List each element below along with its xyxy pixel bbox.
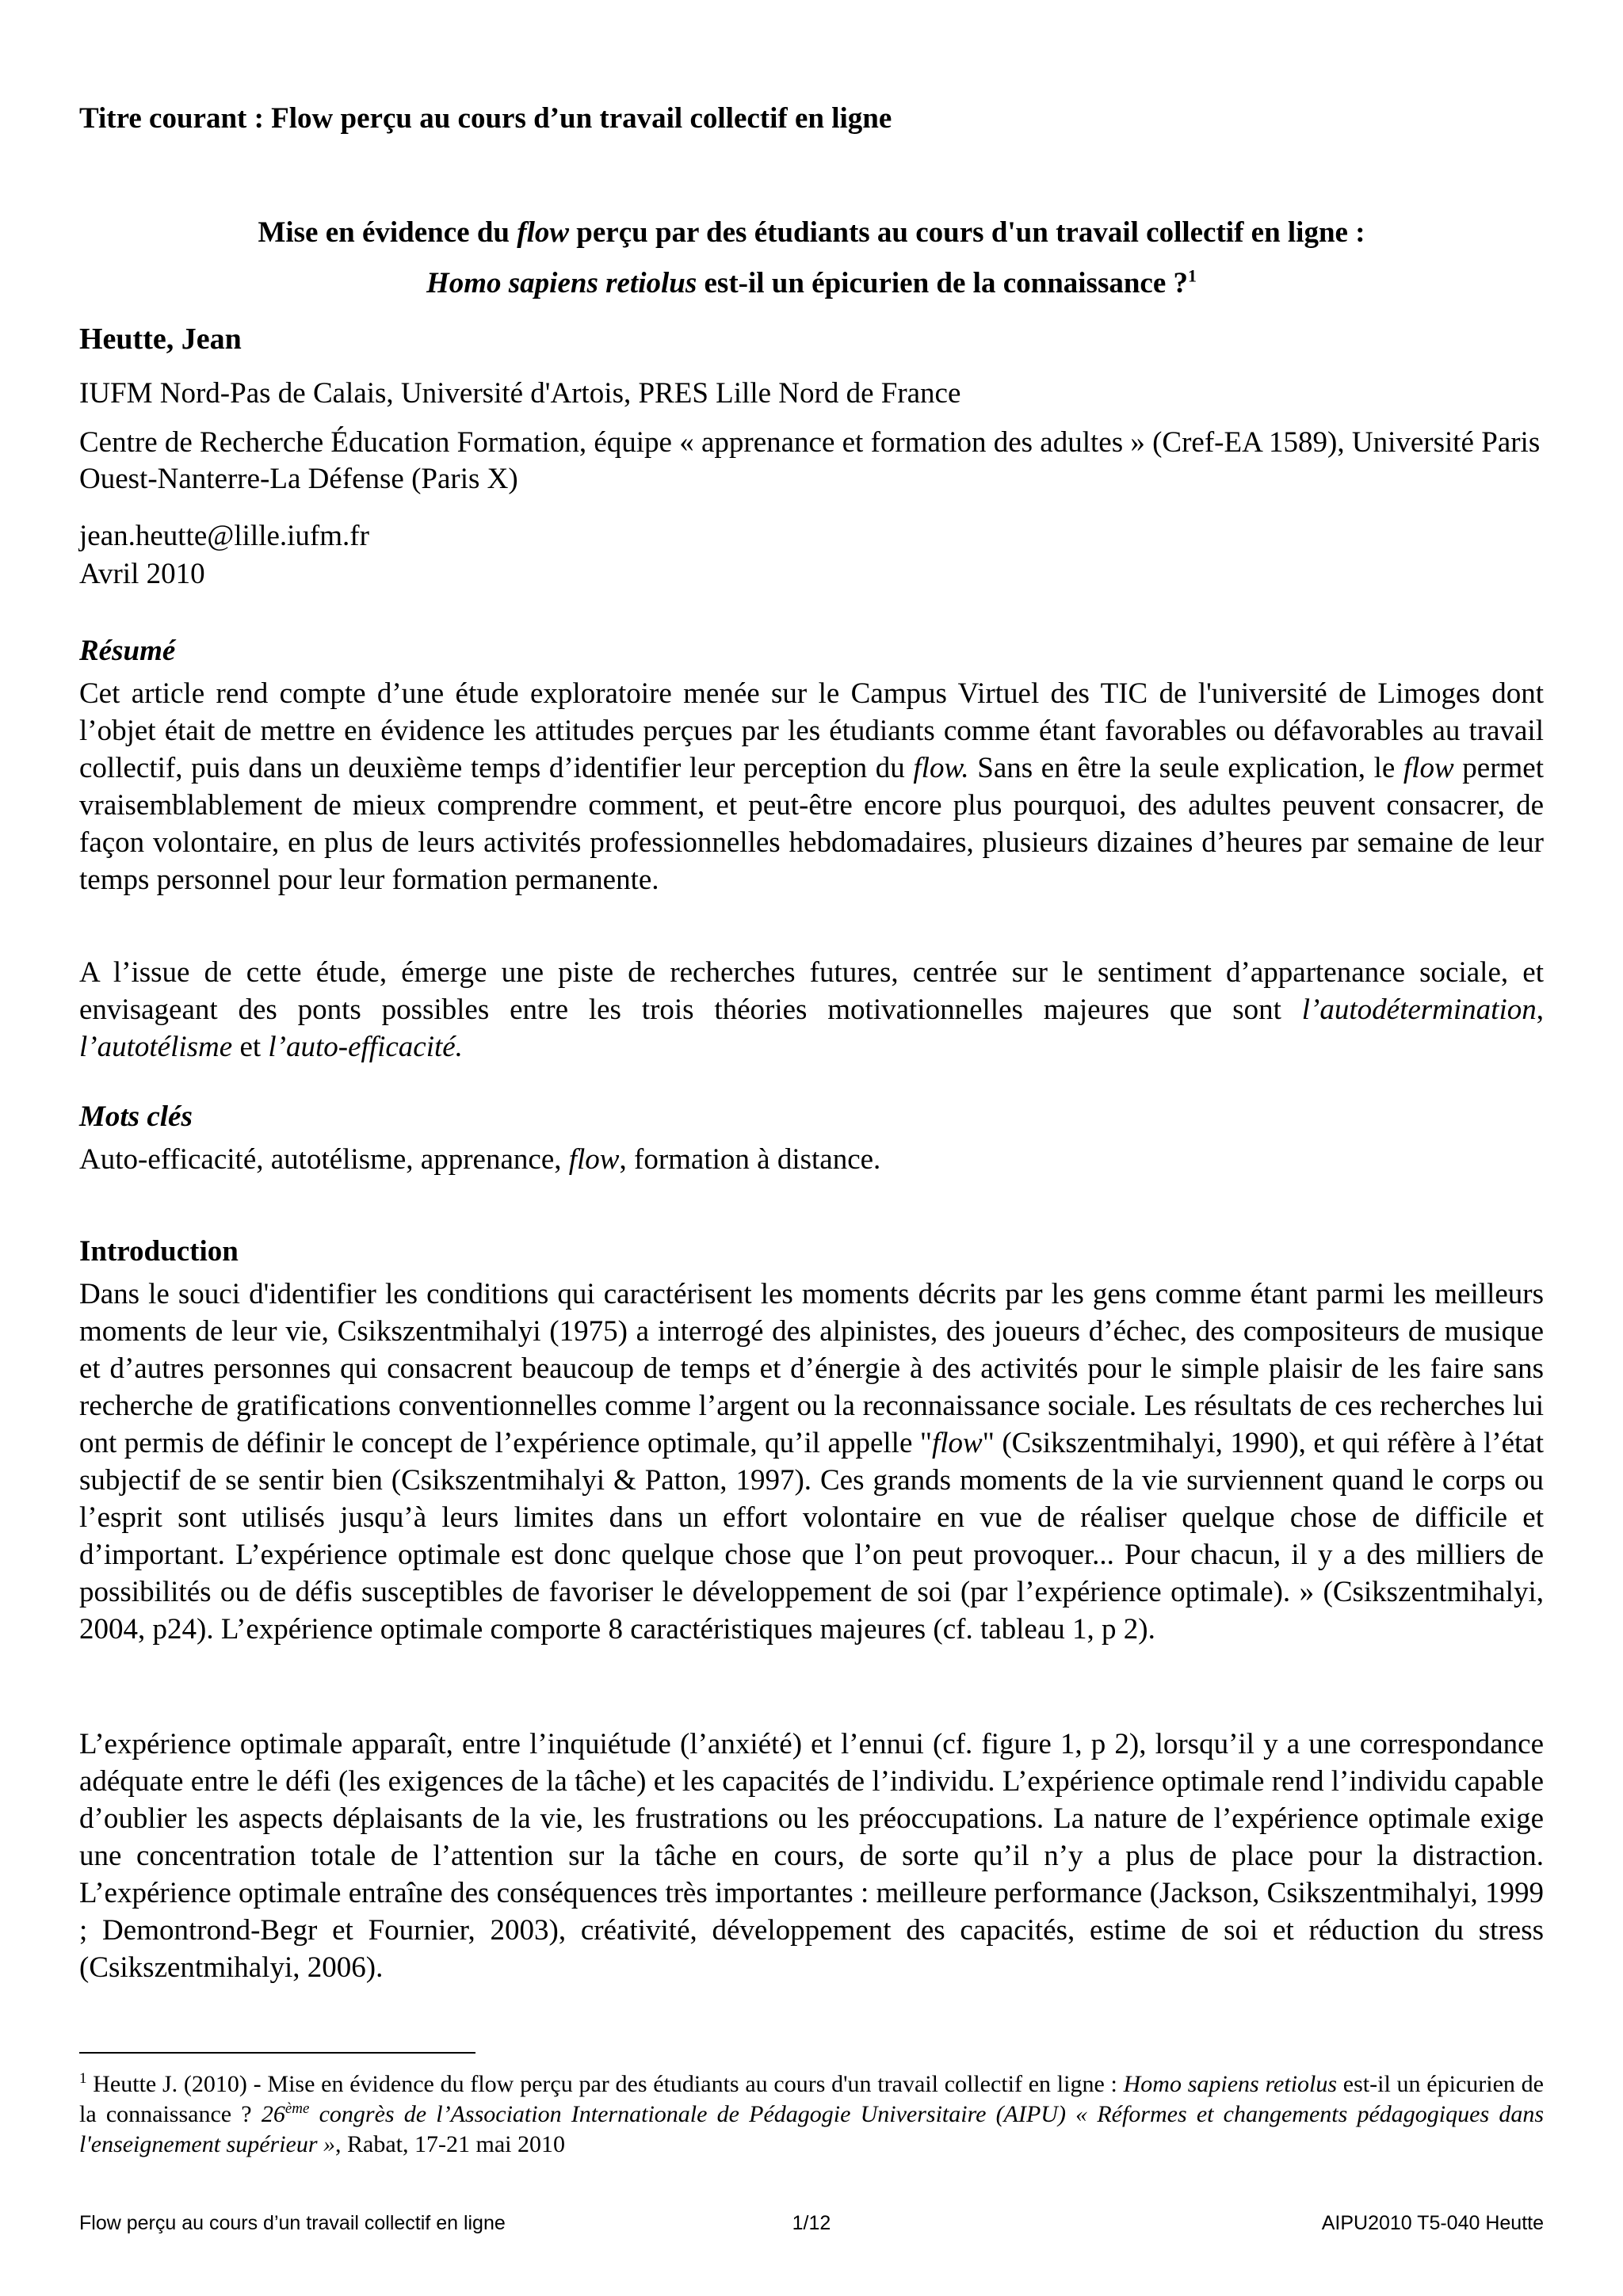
footnote-number: 1 — [79, 2070, 87, 2087]
footnote-species: Homo sapiens retiolus — [1123, 2071, 1338, 2097]
keywords-list — [79, 1141, 880, 1178]
resume-heading: Résumé — [79, 635, 176, 667]
article-title — [79, 208, 1544, 309]
footer-running-title: Flow perçu au cours d’un travail collectif en ligne — [79, 2212, 506, 2234]
footnote-text: est-il un épicurien de la connaissance ? — [79, 2071, 1544, 2127]
footer-reference: AIPU2010 T5-040 Heutte — [1321, 2212, 1544, 2234]
congress-number: 26 — [261, 2101, 285, 2127]
title-line-2 — [79, 258, 1544, 309]
footnote-separator — [79, 2052, 475, 2054]
flow-term: flow — [1403, 752, 1454, 784]
theory-term: l’autodétermination — [1301, 994, 1537, 1026]
title-flow-term: flow — [517, 216, 570, 249]
affiliation-iufm: IUFM Nord-Pas de Calais, Université d'Artois, PRES Lille Nord de France — [79, 377, 961, 410]
keywords-heading: Mots clés — [79, 1100, 193, 1133]
title-footnote-ref[interactable]: 1 — [1188, 265, 1197, 286]
title-text: perçu par des étudiants au cours d'un travail collectif en ligne : — [569, 216, 1365, 249]
flow-term: flow — [568, 1143, 620, 1176]
title-species-name: Homo sapiens retiolus — [426, 267, 697, 299]
author-name: Heutte, Jean — [79, 322, 242, 356]
publication-date: Avril 2010 — [79, 558, 205, 590]
title-line-1 — [79, 208, 1544, 258]
title-text: Mise en évidence du — [258, 216, 517, 249]
page-content — [79, 0, 1544, 2296]
congress-ordinal: ème — [285, 2100, 310, 2117]
footnote-1 — [79, 2069, 1544, 2160]
congress-name: congrès de l’Association Internationale de Pédagogie Universitaire (AIPU) « Réformes et changements pédagogiques dans l'enseignement supérieur » — [79, 2101, 1544, 2157]
resume-text: , — [1536, 994, 1544, 1026]
introduction-paragraph-2: L’expérience optimale apparaît, entre l’inquiétude (l’anxiété) et l’ennui (cf. figure 1, p 2), lorsqu’il y a une correspondance adéquate entre le défi (les exigences de la tâche) et les capacités de l’individu. L’expérience optimale rend l’individu capable d’oublier les aspects déplaisants de la vie, les frustrations ou les préoccupations. La nature de l’expérience optimale exige une concentration totale de l’attention sur la tâche en cours, de sorte qu’il n’y a plus de place pour la distraction. L’expérience optimale entraîne des conséquences très importantes : meilleure performance (Jackson, Csikszentmihalyi, 1999 ; Demontrond-Begr et Fournier, 2003), créativité, développement des capacités, estime de soi et réduction du stress (Csikszentmihalyi, 2006). — [79, 1728, 1544, 1984]
resume-text: et — [232, 1031, 269, 1063]
intro-text: " (Csikszentmihalyi, 1990), et qui réfère à l’état subjectif de se sentir bien (Csikszentmihalyi & Patton, 1997). Ces grands moments de la vie surviennent quand le corps ou l’esprit sont utilisés jusqu’à leurs limites dans un effort volontaire en vue de réaliser quelque chose de difficile et d’important. L’expérience optimale est donc quelque chose que l’on peut provoquer... Pour chacun, il y a des milliers de possibilités ou de défis susceptibles de favoriser le développement de soi (par l’expérience optimale). » (Csikszentmihalyi, 2004, p24). L’expérience optimale comporte 8 caractéristiques majeures (cf. tableau 1, p 2). — [79, 1427, 1545, 1646]
resume-text: Sans en être la seule explication, le — [968, 752, 1403, 784]
resume-text: Cet article rend compte d’une étude exploratoire menée sur le Campus Virtuel des TIC de l'université de Limoges dont l’objet était de mettre en évidence les attitudes perçues par les étudiants comme étant favorables ou défavorables au travail collectif, puis dans un deuxième temps d’identifier leur perception du — [79, 677, 1544, 784]
affiliation-cref: Centre de Recherche Éducation Formation, équipe « apprenance et formation des adultes » (Cref-EA 1589), Université Paris Ouest-Nanterre-La Défense (Paris X) — [79, 426, 1541, 495]
flow-term: flow. — [913, 752, 969, 784]
introduction-paragraph-1 — [79, 1276, 1544, 1648]
author-email[interactable]: jean.heutte@lille.iufm.fr — [79, 520, 369, 552]
theory-term: l’autotélisme — [79, 1031, 233, 1063]
footnote-congress — [79, 2101, 1544, 2157]
running-title: Titre courant : Flow perçu au cours d’un travail collectif en ligne — [79, 102, 892, 135]
title-text: est-il un épicurien de la connaissance ? — [697, 267, 1189, 299]
footnote-text: Heutte J. (2010) - Mise en évidence du flow perçu par des étudiants au cours d'un travail collectif en ligne : — [86, 2071, 1124, 2097]
page-number: 1/12 — [792, 2212, 831, 2234]
introduction-heading: Introduction — [79, 1235, 239, 1268]
keywords-text: , formation à distance. — [619, 1143, 881, 1176]
resume-text: permet vraisemblablement de mieux comprendre comment, et peut-être encore plus pourquoi, des adultes peuvent consacrer, de façon volontaire, en plus de leurs activités professionnelles hebdomadaires, plusieurs dizaines d’heures par semaine de leur temps personnel pour leur formation permanente. — [79, 752, 1544, 896]
flow-term: flow — [931, 1427, 983, 1459]
footnote-text: , Rabat, 17-21 mai 2010 — [335, 2131, 565, 2157]
resume-text: A l’issue de cette étude, émerge une piste de recherches futures, centrée sur le sentiment d’appartenance sociale, et envisageant des ponts possibles entre les trois théories motivationnelles majeures que sont — [79, 956, 1544, 1026]
resume-paragraph-2 — [79, 954, 1544, 1066]
keywords-text: Auto-efficacité, autotélisme, apprenance, — [79, 1143, 569, 1176]
resume-paragraph-1 — [79, 675, 1544, 898]
theory-term: l’auto-efficacité. — [268, 1031, 463, 1063]
intro-text: Dans le souci d'identifier les conditions qui caractérisent les moments décrits par les gens comme étant parmi les meilleurs moments de leur vie, Csikszentmihalyi (1975) a interrogé des alpinistes, des joueurs d’échec, des compositeurs de musique et d’autres personnes qui consacrent beaucoup de temps et d’énergie à des activités pour le simple plaisir de les faire sans recherche de gratifications conventionnelles comme l’argent ou la reconnaissance sociale. Les résultats de ces recherches lui ont permis de définir le concept de l’expérience optimale, qu’il appelle " — [79, 1278, 1544, 1459]
